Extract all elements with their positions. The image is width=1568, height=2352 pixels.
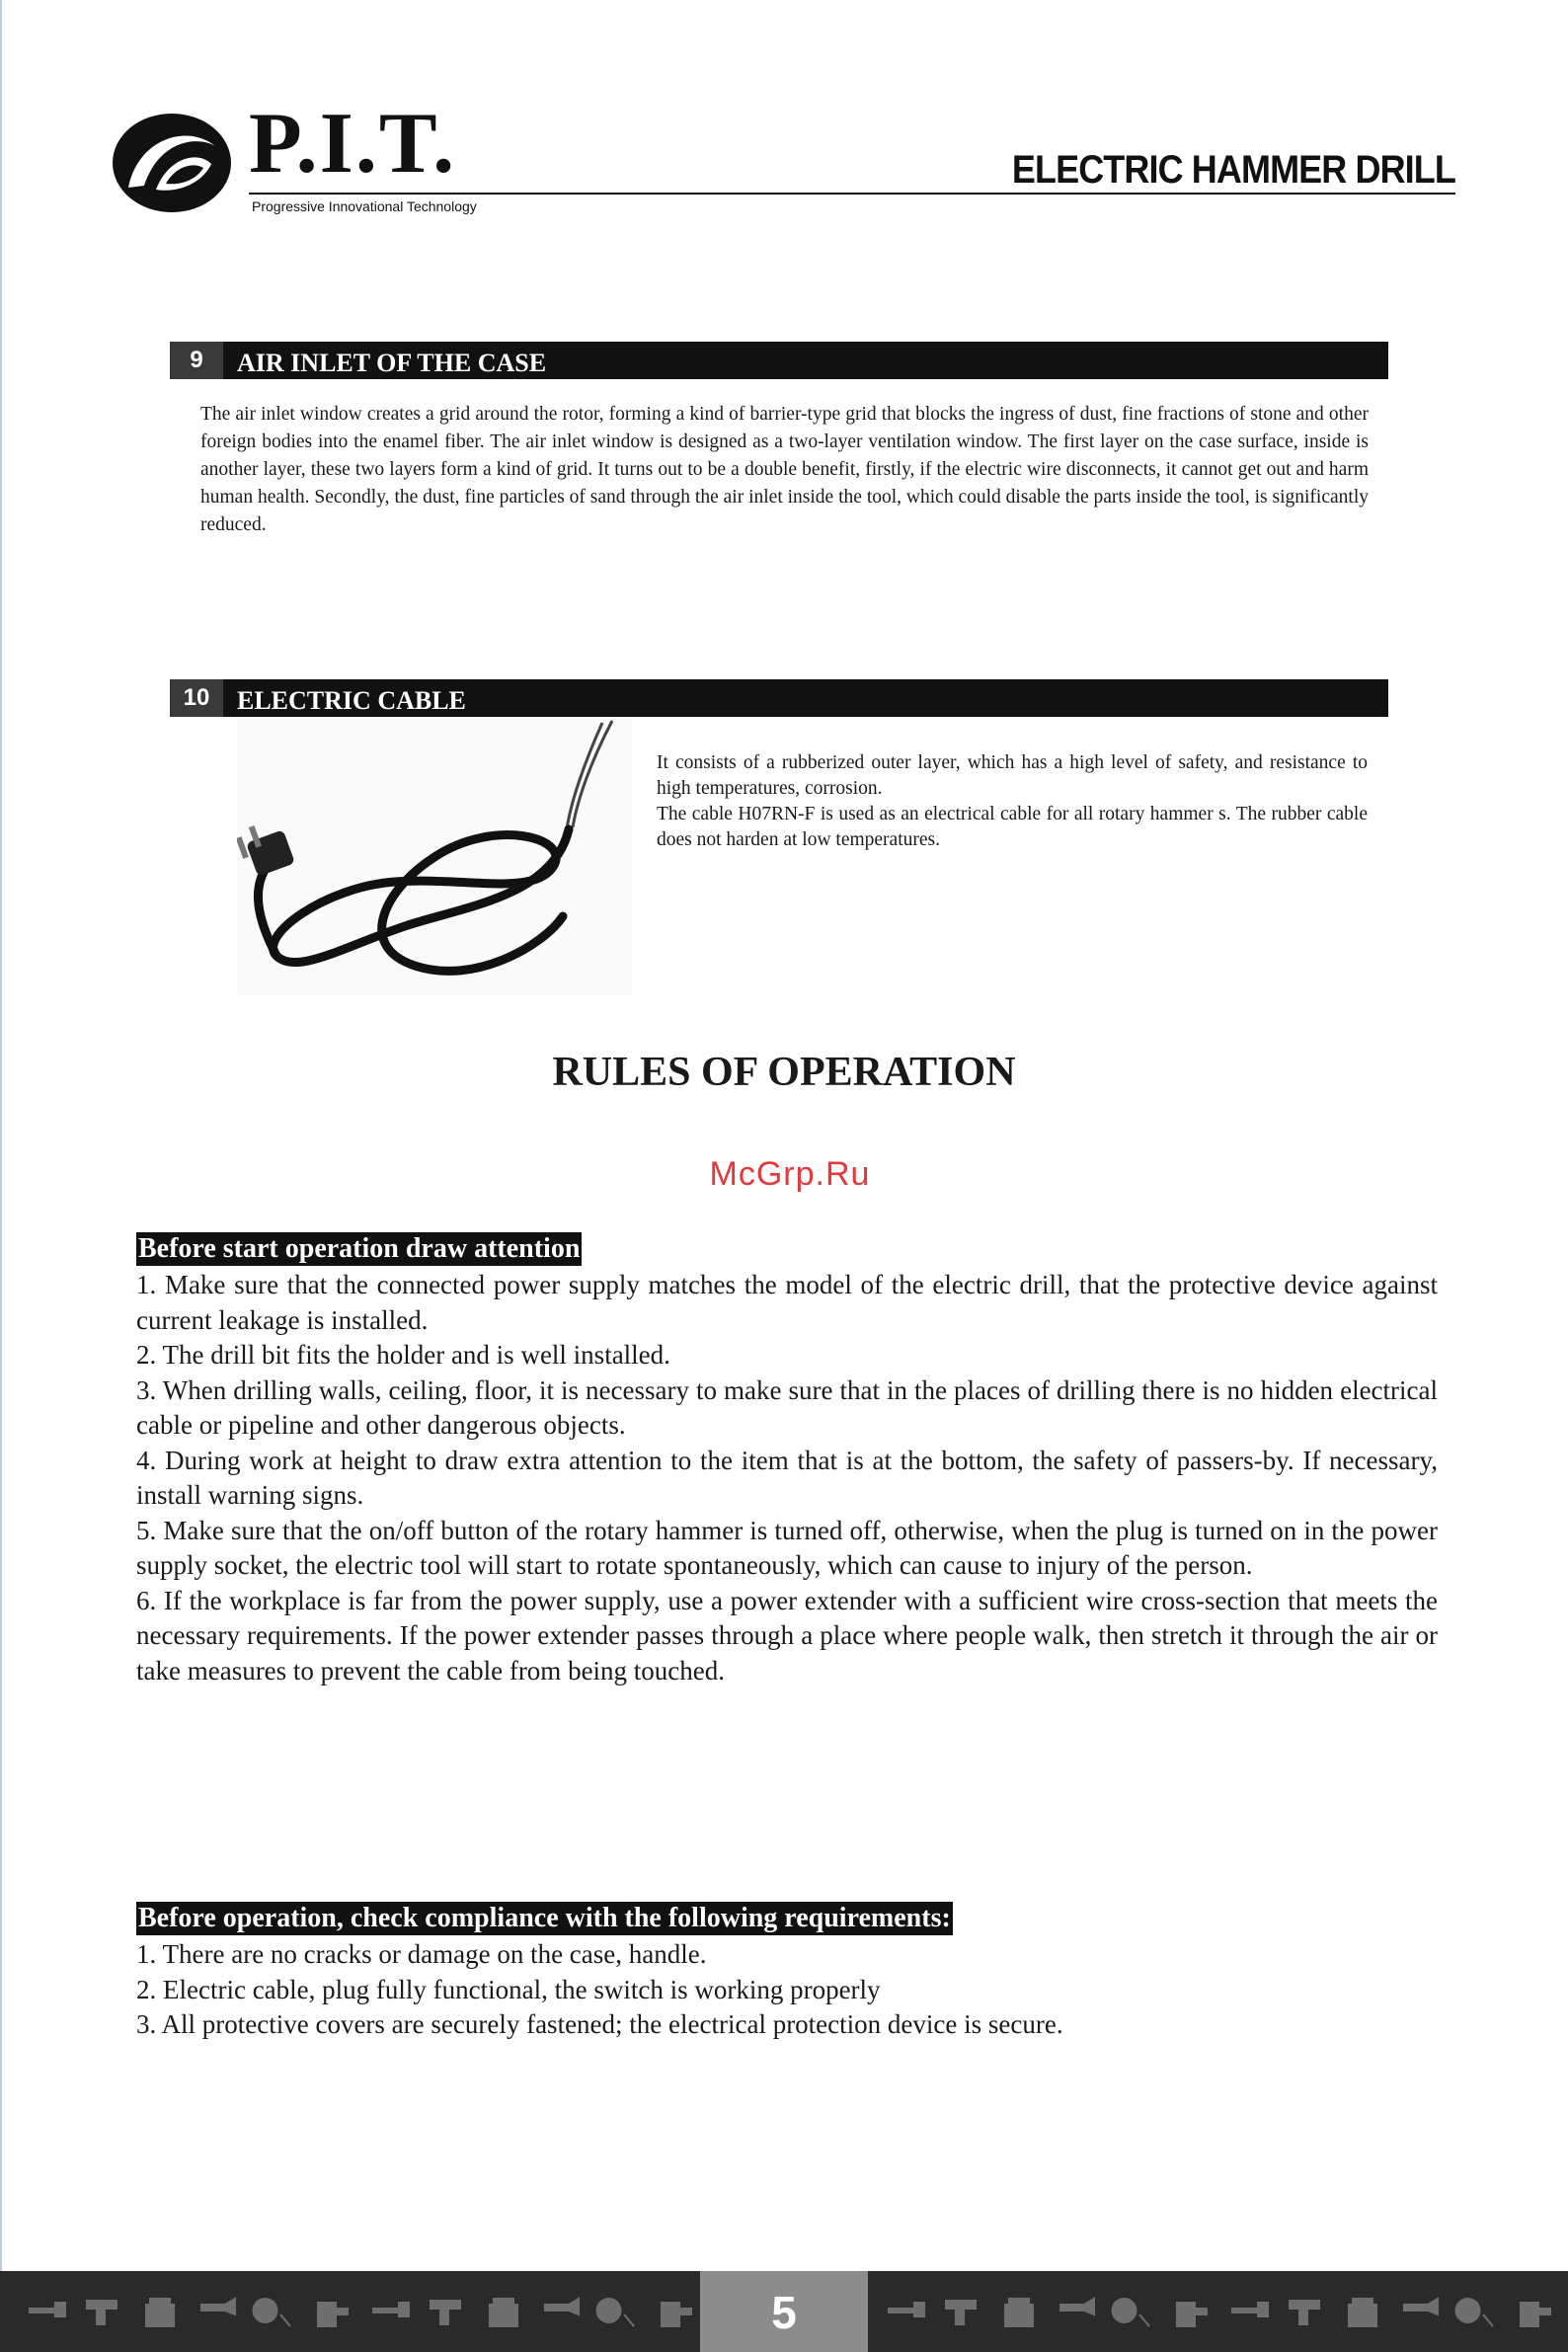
tool-icon <box>1349 2299 1376 2326</box>
tool-icon <box>1005 2299 1033 2326</box>
section-number: 10 <box>170 679 223 717</box>
tool-icon <box>490 2299 517 2326</box>
before-operation-heading: Before operation, check compliance with the following requirements: <box>138 1903 951 1933</box>
document-title: ELECTRIC HAMMER DRILL <box>1011 148 1455 192</box>
cable-paragraph-1: It consists of a rubberized outer layer, which has a high level of safety, and resistance to high temperatures, corrosion. <box>657 752 1368 799</box>
tool-icon <box>1404 2299 1438 2314</box>
tool-icon <box>889 2303 924 2316</box>
tool-icon <box>946 2301 976 2324</box>
tool-icon <box>318 2303 348 2326</box>
tool-icon <box>146 2299 174 2326</box>
before-start-list <box>136 1268 1438 1688</box>
before-operation-list <box>136 1937 1438 2043</box>
tool-icon <box>373 2303 409 2316</box>
page-footer <box>0 2271 1568 2352</box>
before-start-heading: Before start operation draw attention <box>138 1233 581 1264</box>
tool-icon <box>87 2301 117 2324</box>
list-item: 6. If the workplace is far from the power supply, use a power extender with a sufficient wire cross-section that meets the necessary requirements. If the power extender passes through a place where people walk, then stretch it through the air or take measures to prevent the cable from being touched. <box>136 1585 1438 1686</box>
brand-tagline: Progressive Innovational Technology <box>252 198 477 214</box>
tool-icon <box>1177 2303 1207 2326</box>
page-number: 5 <box>771 2287 797 2338</box>
tool-icon <box>662 2303 691 2326</box>
cable-paragraph-2: The cable H07RN-F is used as an electrical cable for all rotary hammer s. The rubber cable does not harden at low temperatures. <box>657 804 1368 850</box>
tool-icon <box>597 2299 635 2326</box>
tool-icon <box>30 2303 65 2316</box>
section-title: AIR INLET OF THE CASE <box>237 349 547 377</box>
tool-icon <box>1232 2303 1268 2316</box>
section-header-electric-cable <box>170 679 1388 717</box>
brand-logo <box>109 96 494 220</box>
brand-logo-icon <box>109 109 235 217</box>
list-item: 3. When drilling walls, ceiling, floor, it is necessary to make sure that in the places of drilling there is no hidden electrical cable or pipeline and other dangerous objects. <box>136 1374 1438 1440</box>
section-header-air-inlet <box>170 342 1388 379</box>
list-item: 1. There are no cracks or damage on the case, handle. <box>136 1939 707 1969</box>
list-item: 5. Make sure that the on/off button of the rotary hammer is turned off, otherwise, when the plug is turned on in the power supply socket, the electric tool will start to rotate spontaneously, which can cause to injury of the person. <box>136 1515 1438 1580</box>
tool-icon <box>1521 2303 1550 2326</box>
electric-cable-image <box>237 719 632 995</box>
header-rule <box>249 193 1455 195</box>
page-number-box <box>700 2271 868 2352</box>
section-number: 9 <box>170 342 223 379</box>
section-title: ELECTRIC CABLE <box>237 686 466 715</box>
tool-icon <box>201 2299 235 2314</box>
page-edge-line <box>0 0 2 2271</box>
tool-icon <box>431 2301 460 2324</box>
watermark-text: McGrp.Ru <box>709 1155 871 1193</box>
tool-icon <box>1060 2299 1094 2314</box>
air-inlet-paragraph: The air inlet window creates a grid around the rotor, forming a kind of barrier-type grid that blocks the ingress of dust, fine fractions of stone and other foreign bodies into the enamel fiber. The air inlet window is designed as a two-layer ventilation window. The first layer on the case surface, inside is another layer, these two layers form a kind of grid. It turns out to be a double benefit, firstly, if the electric wire disconnects, it cannot get out and harm human health. Secondly, the dust, fine particles of sand through the air inlet inside the tool, which could disable the parts inside the tool, is significantly reduced. <box>200 404 1369 535</box>
list-item: 1. Make sure that the connected power supply matches the model of the electric drill, that the protective device against current leakage is installed. <box>136 1270 1438 1335</box>
list-item: 2. The drill bit fits the holder and is well installed. <box>136 1340 670 1370</box>
tool-icon <box>254 2299 291 2326</box>
rules-of-operation-title: RULES OF OPERATION <box>552 1050 1016 1095</box>
list-item: 4. During work at height to draw extra attention to the item that is at the bottom, the safety of passers-by. If necessary, install warning signs. <box>136 1445 1438 1510</box>
tool-icon <box>1456 2299 1494 2326</box>
tool-icon <box>1113 2299 1150 2326</box>
list-item: 3. All protective covers are securely fastened; the electrical protection device is secure. <box>136 2009 1063 2039</box>
list-item: 2. Electric cable, plug fully functional, the switch is working properly <box>136 1974 881 2004</box>
brand-name: P.I.T. <box>249 96 457 192</box>
tool-icon <box>545 2299 579 2314</box>
tool-icon <box>1290 2301 1319 2324</box>
